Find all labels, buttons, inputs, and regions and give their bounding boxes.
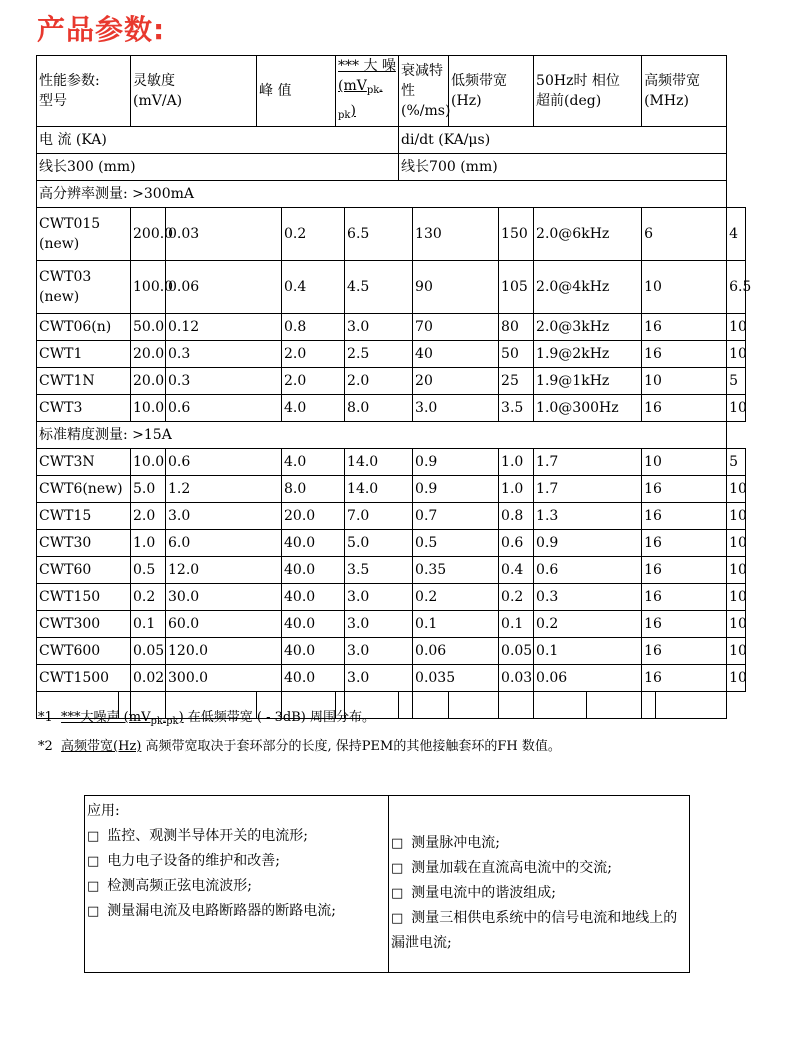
- value-cell: 16: [642, 530, 727, 557]
- application-text: 监控、观测半导体开关的电流形;: [107, 828, 309, 844]
- application-text: 电力电子设备的维护和改善;: [107, 853, 281, 869]
- phase-cell: 0.8: [499, 503, 534, 530]
- high-frequency-cell: 1.9@2kHz: [534, 341, 642, 368]
- high-frequency-cell: 1.7: [534, 449, 642, 476]
- application-item: [391, 856, 687, 881]
- phase-cell: 0.1: [499, 611, 534, 638]
- table-row: [37, 341, 746, 368]
- value-cell: 16: [642, 395, 727, 422]
- table-row: [37, 530, 746, 557]
- empty-cell: [399, 692, 413, 719]
- peak-cell: 30.0: [166, 584, 282, 611]
- sensitivity-cell: 10.0: [131, 449, 166, 476]
- model-cell: CWT015 (new): [37, 208, 131, 261]
- sensitivity-cell: 0.2: [131, 584, 166, 611]
- noise-cell: 40.0: [282, 530, 345, 557]
- sensitivity-cell: 100.0: [131, 261, 166, 314]
- high-frequency-cell: 1.7: [534, 476, 642, 503]
- sensitivity-cell: 10.0: [131, 395, 166, 422]
- table-row: [37, 314, 746, 341]
- phase-cell: 0.05: [499, 638, 534, 665]
- peak-cell: 6.0: [166, 530, 282, 557]
- model-cell: CWT1: [37, 341, 131, 368]
- table-row: [37, 638, 746, 665]
- value-cell: 10: [727, 476, 746, 503]
- value-cell: 10: [727, 611, 746, 638]
- low-frequency-cell: 20: [413, 368, 499, 395]
- value-cell: 10: [727, 314, 746, 341]
- checkbox-icon: □: [87, 904, 100, 919]
- noise-cell: 20.0: [282, 503, 345, 530]
- peak-cell: 3.0: [166, 503, 282, 530]
- model-cell: CWT60: [37, 557, 131, 584]
- sensitivity-cell: 1.0: [131, 530, 166, 557]
- value-cell: 10: [727, 341, 746, 368]
- noise-cell: 0.4: [282, 261, 345, 314]
- application-item: [87, 824, 386, 849]
- checkbox-icon: □: [87, 879, 100, 894]
- footnote-1: *1 ***大噪声 $(mV_{pk-pk})$ 在低频带宽 ( - 3dB) 周围分布。: [38, 710, 376, 727]
- decay-cell: 3.0: [345, 638, 413, 665]
- model-cell: CWT3: [37, 395, 131, 422]
- low-frequency-cell: 0.035: [413, 665, 499, 692]
- value-cell: 16: [642, 638, 727, 665]
- checkbox-icon: □: [391, 886, 404, 901]
- high-frequency-cell: 0.6: [534, 557, 642, 584]
- sensitivity-cell: 0.5: [131, 557, 166, 584]
- model-cell: CWT600: [37, 638, 131, 665]
- sensitivity-cell: 200.0: [131, 208, 166, 261]
- low-frequency-cell: 70: [413, 314, 499, 341]
- model-cell: CWT300: [37, 611, 131, 638]
- noise-cell: 4.0: [282, 395, 345, 422]
- model-cell: CWT30: [37, 530, 131, 557]
- header-noise: *** 大 噪 $(mV_{pk-pk})$: [336, 56, 399, 127]
- value-cell: 16: [642, 584, 727, 611]
- noise-cell: 2.0: [282, 368, 345, 395]
- empty-cell: [656, 692, 727, 719]
- value-cell: 16: [642, 665, 727, 692]
- table-row: [37, 395, 746, 422]
- high-frequency-cell: 1.0@300Hz: [534, 395, 642, 422]
- value-cell: 10: [642, 368, 727, 395]
- high-frequency-cell: 2.0@4kHz: [534, 261, 642, 314]
- table-row: [37, 503, 746, 530]
- application-item: [391, 831, 687, 856]
- peak-cell: 0.06: [166, 261, 282, 314]
- low-frequency-cell: 0.35: [413, 557, 499, 584]
- didt-label: di/dt (KA/μs): [399, 127, 727, 154]
- high-frequency-cell: 0.3: [534, 584, 642, 611]
- value-cell: 16: [642, 314, 727, 341]
- low-frequency-cell: 0.06: [413, 638, 499, 665]
- phase-cell: 50: [499, 341, 534, 368]
- checkbox-icon: □: [391, 911, 404, 926]
- value-cell: 16: [642, 557, 727, 584]
- decay-cell: 5.0: [345, 530, 413, 557]
- decay-cell: 2.5: [345, 341, 413, 368]
- header-sensitivity: 灵敏度 (mV/A): [131, 56, 257, 127]
- peak-cell: 0.6: [166, 449, 282, 476]
- sensitivity-cell: 50.0: [131, 314, 166, 341]
- checkbox-icon: □: [87, 829, 100, 844]
- sensitivity-cell: 20.0: [131, 341, 166, 368]
- decay-cell: 7.0: [345, 503, 413, 530]
- checkbox-icon: □: [391, 861, 404, 876]
- value-cell: 10: [727, 557, 746, 584]
- model-cell: CWT1500: [37, 665, 131, 692]
- high-frequency-cell: 0.1: [534, 638, 642, 665]
- decay-cell: 3.0: [345, 314, 413, 341]
- low-frequency-cell: 90: [413, 261, 499, 314]
- application-item: [87, 849, 386, 874]
- section-row: [37, 422, 746, 449]
- length-300-label: 线长300 (mm): [37, 154, 399, 181]
- empty-cell: [534, 692, 587, 719]
- low-frequency-cell: 0.9: [413, 449, 499, 476]
- high-frequency-cell: 1.9@1kHz: [534, 368, 642, 395]
- length-row: [37, 154, 746, 181]
- table-row: [37, 368, 746, 395]
- high-frequency-cell: 0.2: [534, 611, 642, 638]
- length-700-label: 线长700 (mm): [399, 154, 727, 181]
- header-hf-bandwidth: 高频带宽 (MHz): [642, 56, 727, 127]
- current-row: [37, 127, 746, 154]
- empty-cell: [642, 692, 656, 719]
- value-cell: 10: [727, 395, 746, 422]
- value-cell: 6.5: [727, 261, 746, 314]
- model-cell: CWT6(new): [37, 476, 131, 503]
- checkbox-icon: □: [87, 854, 100, 869]
- application-text: 测量三相供电系统中的信号电流和地线上的漏泄电流;: [391, 910, 678, 951]
- decay-cell: 3.0: [345, 611, 413, 638]
- empty-cell: [499, 692, 534, 719]
- high-frequency-cell: 0.9: [534, 530, 642, 557]
- high-frequency-cell: 1.3: [534, 503, 642, 530]
- low-frequency-cell: 0.9: [413, 476, 499, 503]
- model-cell: CWT15: [37, 503, 131, 530]
- noise-cell: 0.8: [282, 314, 345, 341]
- value-cell: 6: [642, 208, 727, 261]
- phase-cell: 0.4: [499, 557, 534, 584]
- page-title: 产品参数:: [37, 13, 166, 46]
- peak-cell: 12.0: [166, 557, 282, 584]
- table-row: [37, 611, 746, 638]
- low-frequency-cell: 0.2: [413, 584, 499, 611]
- section-standard-precision: 标准精度测量: >15A: [37, 422, 727, 449]
- noise-cell: 40.0: [282, 584, 345, 611]
- applications-table: [84, 795, 690, 973]
- peak-cell: 0.03: [166, 208, 282, 261]
- phase-cell: 0.2: [499, 584, 534, 611]
- section-row: [37, 181, 746, 208]
- value-cell: 10: [642, 261, 727, 314]
- decay-cell: 6.5: [345, 208, 413, 261]
- peak-cell: 1.2: [166, 476, 282, 503]
- decay-cell: 14.0: [345, 476, 413, 503]
- high-frequency-cell: 2.0@6kHz: [534, 208, 642, 261]
- sensitivity-cell: 0.05: [131, 638, 166, 665]
- high-frequency-cell: 2.0@3kHz: [534, 314, 642, 341]
- noise-cell: 2.0: [282, 341, 345, 368]
- phase-cell: 1.0: [499, 449, 534, 476]
- peak-cell: 0.3: [166, 341, 282, 368]
- application-text: 测量加载在直流高电流中的交流;: [411, 860, 613, 876]
- value-cell: 5: [727, 449, 746, 476]
- header-peak: 峰 值: [257, 56, 336, 127]
- peak-cell: 120.0: [166, 638, 282, 665]
- current-label: 电 流 (KA): [37, 127, 399, 154]
- peak-cell: 0.6: [166, 395, 282, 422]
- decay-cell: 3.0: [345, 584, 413, 611]
- header-decay: 衰减特性 (%/ms): [399, 56, 449, 127]
- noise-cell: 8.0: [282, 476, 345, 503]
- phase-cell: 105: [499, 261, 534, 314]
- footnote-2: *2 高频带宽(Hz) 高频带宽取决于套环部分的长度, 保持PEM的其他接触套环的FH 数值。: [38, 739, 561, 754]
- value-cell: 5: [727, 368, 746, 395]
- table-row: [37, 557, 746, 584]
- sensitivity-cell: 0.1: [131, 611, 166, 638]
- value-cell: 10: [727, 584, 746, 611]
- table-row: [37, 208, 746, 261]
- noise-cell: 4.0: [282, 449, 345, 476]
- phase-cell: 80: [499, 314, 534, 341]
- value-cell: 16: [642, 341, 727, 368]
- phase-cell: 0.6: [499, 530, 534, 557]
- applications-right: [389, 796, 690, 973]
- application-item: [87, 874, 386, 899]
- peak-cell: 0.12: [166, 314, 282, 341]
- applications-heading: 应用:: [87, 803, 120, 819]
- decay-cell: 8.0: [345, 395, 413, 422]
- table-row: [37, 449, 746, 476]
- decay-cell: 2.0: [345, 368, 413, 395]
- header-phase: 50Hz时 相位 超前(deg): [534, 56, 642, 127]
- decay-cell: 3.5: [345, 557, 413, 584]
- high-frequency-cell: 0.06: [534, 665, 642, 692]
- value-cell: 16: [642, 611, 727, 638]
- application-item: [391, 881, 687, 906]
- header-params: 性能参数: 型号: [37, 56, 131, 127]
- model-cell: CWT3N: [37, 449, 131, 476]
- value-cell: 10: [642, 449, 727, 476]
- header-row: [37, 56, 746, 127]
- application-text: 测量漏电流及电路断路器的断路电流;: [107, 903, 337, 919]
- decay-cell: 4.5: [345, 261, 413, 314]
- peak-cell: 60.0: [166, 611, 282, 638]
- value-cell: 16: [642, 503, 727, 530]
- phase-cell: 3.5: [499, 395, 534, 422]
- decay-cell: 3.0: [345, 665, 413, 692]
- application-item: [87, 899, 386, 924]
- application-text: 测量脉冲电流;: [411, 835, 501, 851]
- empty-cell: [587, 692, 642, 719]
- sensitivity-cell: 2.0: [131, 503, 166, 530]
- table-row: [37, 584, 746, 611]
- table-row: [37, 476, 746, 503]
- model-cell: CWT150: [37, 584, 131, 611]
- low-frequency-cell: 0.1: [413, 611, 499, 638]
- peak-cell: 300.0: [166, 665, 282, 692]
- phase-cell: 150: [499, 208, 534, 261]
- value-cell: 10: [727, 530, 746, 557]
- model-cell: CWT06(n): [37, 314, 131, 341]
- checkbox-icon: □: [391, 836, 404, 851]
- table-row: [37, 261, 746, 314]
- model-cell: CWT1N: [37, 368, 131, 395]
- decay-cell: 14.0: [345, 449, 413, 476]
- value-cell: 4: [727, 208, 746, 261]
- noise-cell: 40.0: [282, 665, 345, 692]
- low-frequency-cell: 0.5: [413, 530, 499, 557]
- value-cell: 10: [727, 665, 746, 692]
- peak-cell: 0.3: [166, 368, 282, 395]
- sensitivity-cell: 5.0: [131, 476, 166, 503]
- phase-cell: 0.03: [499, 665, 534, 692]
- table-row: [37, 665, 746, 692]
- low-frequency-cell: 40: [413, 341, 499, 368]
- section-high-resolution: 高分辨率测量: >300mA: [37, 181, 727, 208]
- spec-table: [36, 55, 752, 719]
- value-cell: 16: [642, 476, 727, 503]
- low-frequency-cell: 130: [413, 208, 499, 261]
- empty-cell: [413, 692, 449, 719]
- application-text: 测量电流中的谐波组成;: [411, 885, 557, 901]
- noise-cell: 0.2: [282, 208, 345, 261]
- low-frequency-cell: 0.7: [413, 503, 499, 530]
- header-lf-bandwidth: 低频带宽 (Hz): [449, 56, 534, 127]
- application-text: 检测高频正弦电流波形;: [107, 878, 253, 894]
- value-cell: 10: [727, 638, 746, 665]
- sensitivity-cell: 20.0: [131, 368, 166, 395]
- phase-cell: 25: [499, 368, 534, 395]
- value-cell: 10: [727, 503, 746, 530]
- applications-left: [85, 796, 389, 973]
- application-item: [391, 906, 687, 956]
- empty-cell: [449, 692, 499, 719]
- model-cell: CWT03 (new): [37, 261, 131, 314]
- noise-cell: 40.0: [282, 557, 345, 584]
- low-frequency-cell: 3.0: [413, 395, 499, 422]
- noise-cell: 40.0: [282, 638, 345, 665]
- sensitivity-cell: 0.02: [131, 665, 166, 692]
- phase-cell: 1.0: [499, 476, 534, 503]
- noise-cell: 40.0: [282, 611, 345, 638]
